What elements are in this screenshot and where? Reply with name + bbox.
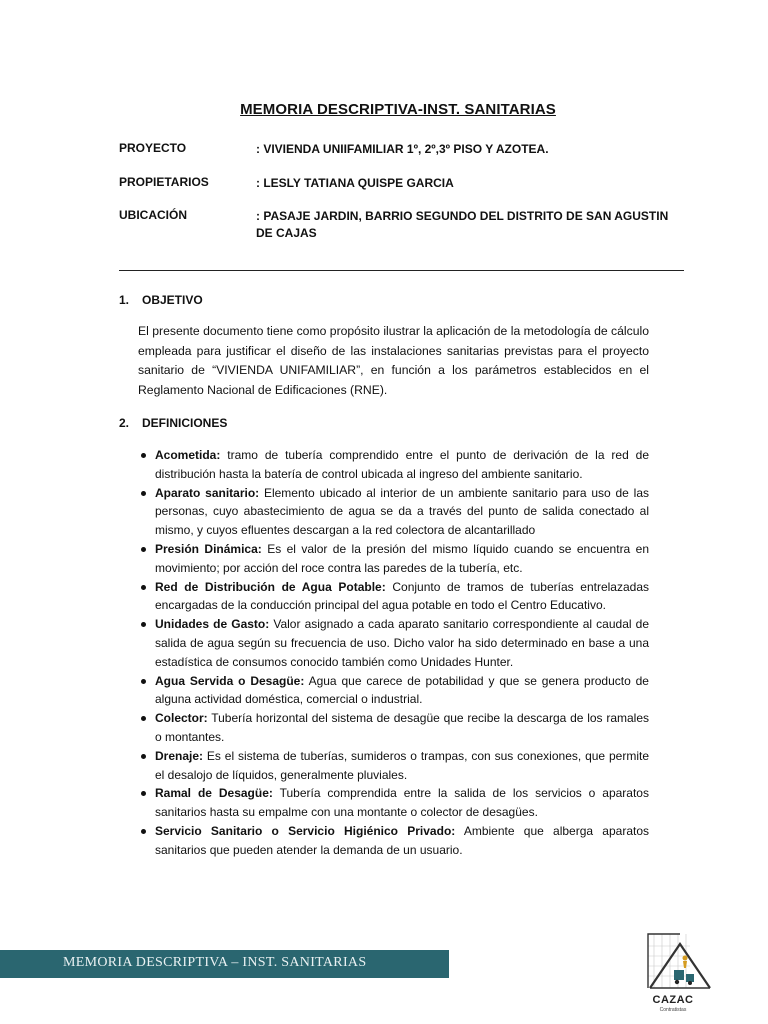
list-item xyxy=(138,540,649,578)
logo-subtitle: Contratistas xyxy=(659,1007,687,1013)
definition-term: Agua Servida o Desagüe: xyxy=(155,673,305,688)
definition-text: tramo de tubería comprendido entre el punto de derivación de la red de distribución hasta la batería de control ubicada al ingreso del ambiente sanitario. xyxy=(155,448,649,481)
logo-name: CAZAC xyxy=(652,994,694,1006)
definition-term: Acometida: xyxy=(155,448,221,462)
definition-text: Conjunto de tramos de tuberías entrelazadas encargadas de la conducción principal del agua potable en todo el Centro Educativo. xyxy=(155,579,649,613)
footer-text: MEMORIA DESCRIPTIVA – INST. SANITARIAS xyxy=(63,955,367,970)
info-label: PROPIETARIOS xyxy=(119,175,209,189)
info-value: : PASAJE JARDIN, BARRIO SEGUNDO DEL DISTRITO DE SAN AGUSTIN DE CAJAS xyxy=(256,209,669,240)
definition-term: Drenaje: xyxy=(155,748,204,763)
definition-term: Ramal de Desagüe: xyxy=(155,786,273,801)
info-value: : VIVIENDA UNIIFAMILIAR 1º, 2º,3º PISO Y AZOTEA. xyxy=(256,142,549,156)
list-item xyxy=(138,446,649,484)
bullet-icon xyxy=(141,679,146,684)
info-label: UBICACIÓN xyxy=(119,208,187,222)
footer-bar xyxy=(0,950,449,978)
bullet-icon xyxy=(141,829,146,834)
bullet-icon xyxy=(141,491,146,496)
company-logo xyxy=(644,926,716,1018)
bullet-icon xyxy=(141,716,146,721)
list-item xyxy=(138,578,649,616)
section-number: 1. xyxy=(119,293,130,307)
definition-text: Valor asignado a cada aparato sanitario correspondiente al caudal de salida de agua según su frecuencia de uso. Dicho valor ha sido determinado en base a una estadística de consumos conocido también como Unidades Hunter. xyxy=(155,617,649,669)
objetivo-paragraph: El presente documento tiene como propósito ilustrar la aplicación de la metodología de cálculo empleada para justificar el diseño de las instalaciones sanitarias previstas para el proyecto sanitario de “VIVIENDA UNIFAMILIAR”, en función a los parámetros establecidos en el Reglamento Nacional de Edificaciones (RNE). xyxy=(138,324,649,397)
definition-text: Agua que carece de potabilidad y que se genera producto de alguna actividad doméstica, comercial o industrial. xyxy=(155,673,649,707)
list-item xyxy=(138,784,649,822)
definition-term: Servicio Sanitario o Servicio Higiénico Privado: xyxy=(155,823,456,838)
definition-text: Tubería comprendida entre la salida de los servicios o aparatos sanitarios hasta su empalme con una montante o colector de desagües. xyxy=(155,786,649,820)
list-item xyxy=(138,822,649,860)
bullet-icon xyxy=(141,453,146,458)
definition-text: Tubería horizontal del sistema de desagüe que recibe la descarga de los ramales o montantes. xyxy=(155,711,649,744)
definition-text: Es el valor de la presión del mismo líquido cuando se encuentra en movimiento; por acción del roce contra las paredes de la tubería, etc. xyxy=(155,541,649,575)
definition-text: Es el sistema de tuberías, sumideros o trampas, con sus conexiones, que permite el desalojo de líquidos, generalmente pluviales. xyxy=(155,748,649,782)
section-title: DEFINICIONES xyxy=(142,416,228,430)
list-item xyxy=(138,672,649,710)
definition-term: Red de Distribución de Agua Potable: xyxy=(155,579,386,594)
bullet-icon xyxy=(141,622,146,627)
section-title: OBJETIVO xyxy=(142,293,203,307)
definition-term: Unidades de Gasto: xyxy=(155,617,270,632)
section-number: 2. xyxy=(119,416,130,430)
definition-term: Colector: xyxy=(155,711,208,726)
bullet-icon xyxy=(141,585,146,590)
bullet-icon xyxy=(141,754,146,759)
horizontal-divider xyxy=(119,270,684,271)
info-value: : LESLY TATIANA QUISPE GARCIA xyxy=(256,176,454,190)
definition-term: Aparato sanitario: xyxy=(155,485,260,500)
definition-text: Elemento ubicado al interior de un ambiente sanitario para uso de las personas, cuyo abastecimiento de agua se da a través del punto de salida conectado al mismo, y cuyos efluentes descargan a la red colectora de alcantarillado xyxy=(155,485,649,538)
list-item xyxy=(138,709,649,747)
definitions-list xyxy=(138,446,649,860)
house-logo-icon xyxy=(644,926,716,996)
list-item xyxy=(138,747,649,785)
list-item xyxy=(138,484,649,540)
bullet-icon xyxy=(141,547,146,552)
list-item xyxy=(138,615,649,671)
bullet-icon xyxy=(141,791,146,796)
definition-term: Presión Dinámica: xyxy=(155,541,262,556)
definition-text: Ambiente que alberga aparatos sanitarios que pueden atender la demanda de un usuario. xyxy=(155,823,649,857)
section-heading-objetivo xyxy=(119,293,203,307)
section-heading-definiciones xyxy=(119,416,227,430)
info-label: PROYECTO xyxy=(119,141,187,155)
document-title: MEMORIA DESCRIPTIVA-INST. SANITARIAS xyxy=(240,101,556,118)
